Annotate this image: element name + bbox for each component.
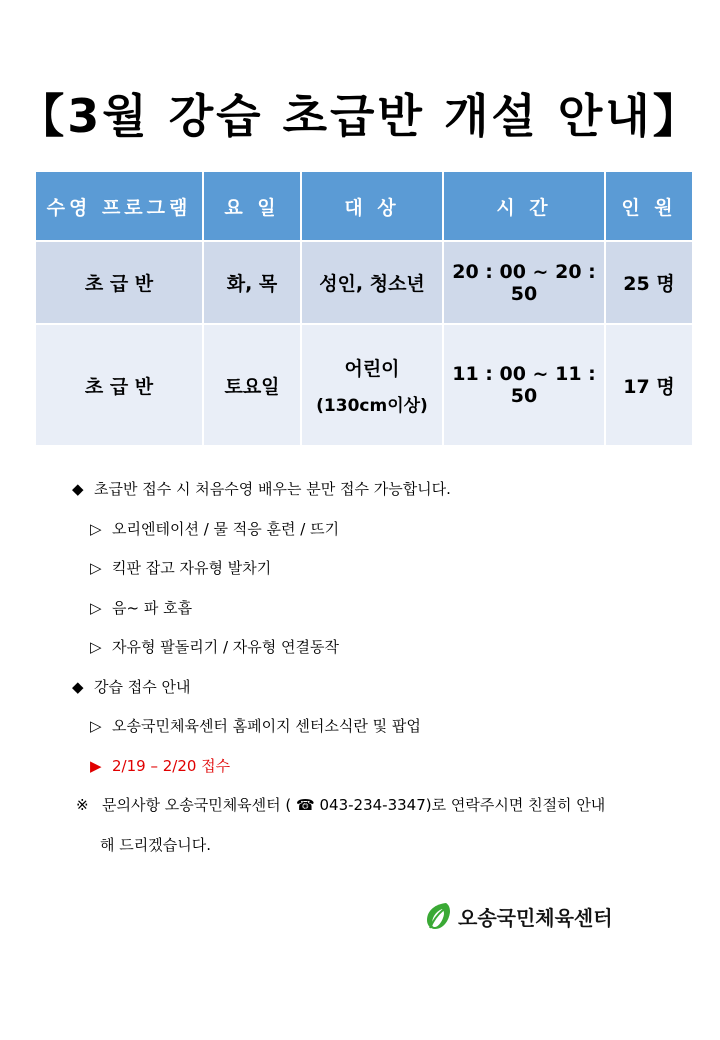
cell-count: 25 명 [605, 241, 692, 324]
cell-target [301, 324, 443, 445]
triangle-right-icon: ▷ [90, 559, 102, 577]
note-text: 2/19 – 2/20 접수 [112, 756, 231, 775]
table-row [36, 241, 692, 324]
triangle-right-icon: ▷ [90, 519, 102, 538]
diamond-icon: ◆ [72, 480, 84, 498]
note-text: 강습 접수 안내 [94, 677, 191, 696]
cell-count: 17 명 [605, 324, 692, 445]
cell-time: 20 : 00 ~ 20 : 50 [443, 241, 605, 324]
header-days: 요 일 [203, 172, 301, 241]
header-time: 시 간 [443, 172, 605, 241]
cell-target-main: 어린이 [344, 358, 400, 380]
header-program: 수영 프로그램 [36, 172, 203, 241]
header-count: 인 원 [605, 172, 692, 241]
reference-mark-icon: ※ [76, 796, 89, 814]
note-sub-item [72, 628, 692, 668]
cell-program: 초 급 반 [36, 241, 203, 324]
contact-text: 문의사항 오송국민체육센터 ( ☎ 043-234-3347)로 연락주시면 친절히 안내 [102, 796, 606, 814]
note-sub-item [72, 510, 692, 550]
note-text: 킥판 잡고 자유형 발차기 [112, 559, 272, 577]
cell-target-sub: (130cm이상) [316, 396, 428, 416]
note-bullet [72, 668, 692, 708]
note-bullet [72, 470, 692, 510]
contact-remark-continued: 해 드리겠습니다. [100, 835, 211, 854]
note-text: 초급반 접수 시 처음수영 배우는 분만 접수 가능합니다. [94, 480, 451, 498]
page-title: 【3월 강습 초급반 개설 안내】 [18, 89, 702, 143]
logo-text: 오송국민체육센터 [458, 905, 613, 930]
header-target: 대 상 [301, 172, 443, 241]
note-sub-item [72, 589, 692, 629]
leaf-logo-icon [424, 901, 452, 931]
cell-days: 화, 목 [203, 241, 301, 324]
notes-section [72, 470, 692, 865]
note-sub-item [72, 707, 692, 747]
triangle-right-icon: ▷ [90, 598, 102, 617]
cell-target: 성인, 청소년 [301, 241, 443, 324]
note-text: 오리엔테이션 / 물 적응 훈련 / 뜨기 [112, 519, 340, 538]
table-header-row [36, 172, 692, 241]
triangle-right-icon: ▷ [90, 638, 102, 656]
diamond-icon: ◆ [72, 677, 84, 696]
contact-remark [76, 786, 692, 826]
note-sub-item [72, 549, 692, 589]
table-row [36, 324, 692, 445]
center-logo [424, 900, 613, 932]
cell-program: 초 급 반 [36, 324, 203, 445]
play-arrow-icon: ▶ [90, 756, 102, 775]
cell-days: 토요일 [203, 324, 301, 445]
note-text: 자유형 팔돌리기 / 자유형 연결동작 [112, 638, 339, 656]
note-text: 음~ 파 호흡 [112, 598, 193, 617]
note-text: 오송국민체육센터 홈페이지 센터소식란 및 팝업 [112, 717, 421, 735]
triangle-right-icon: ▷ [90, 717, 102, 735]
registration-date-note [72, 747, 692, 787]
cell-time: 11 : 00 ~ 11 : 50 [443, 324, 605, 445]
schedule-table [36, 172, 692, 445]
